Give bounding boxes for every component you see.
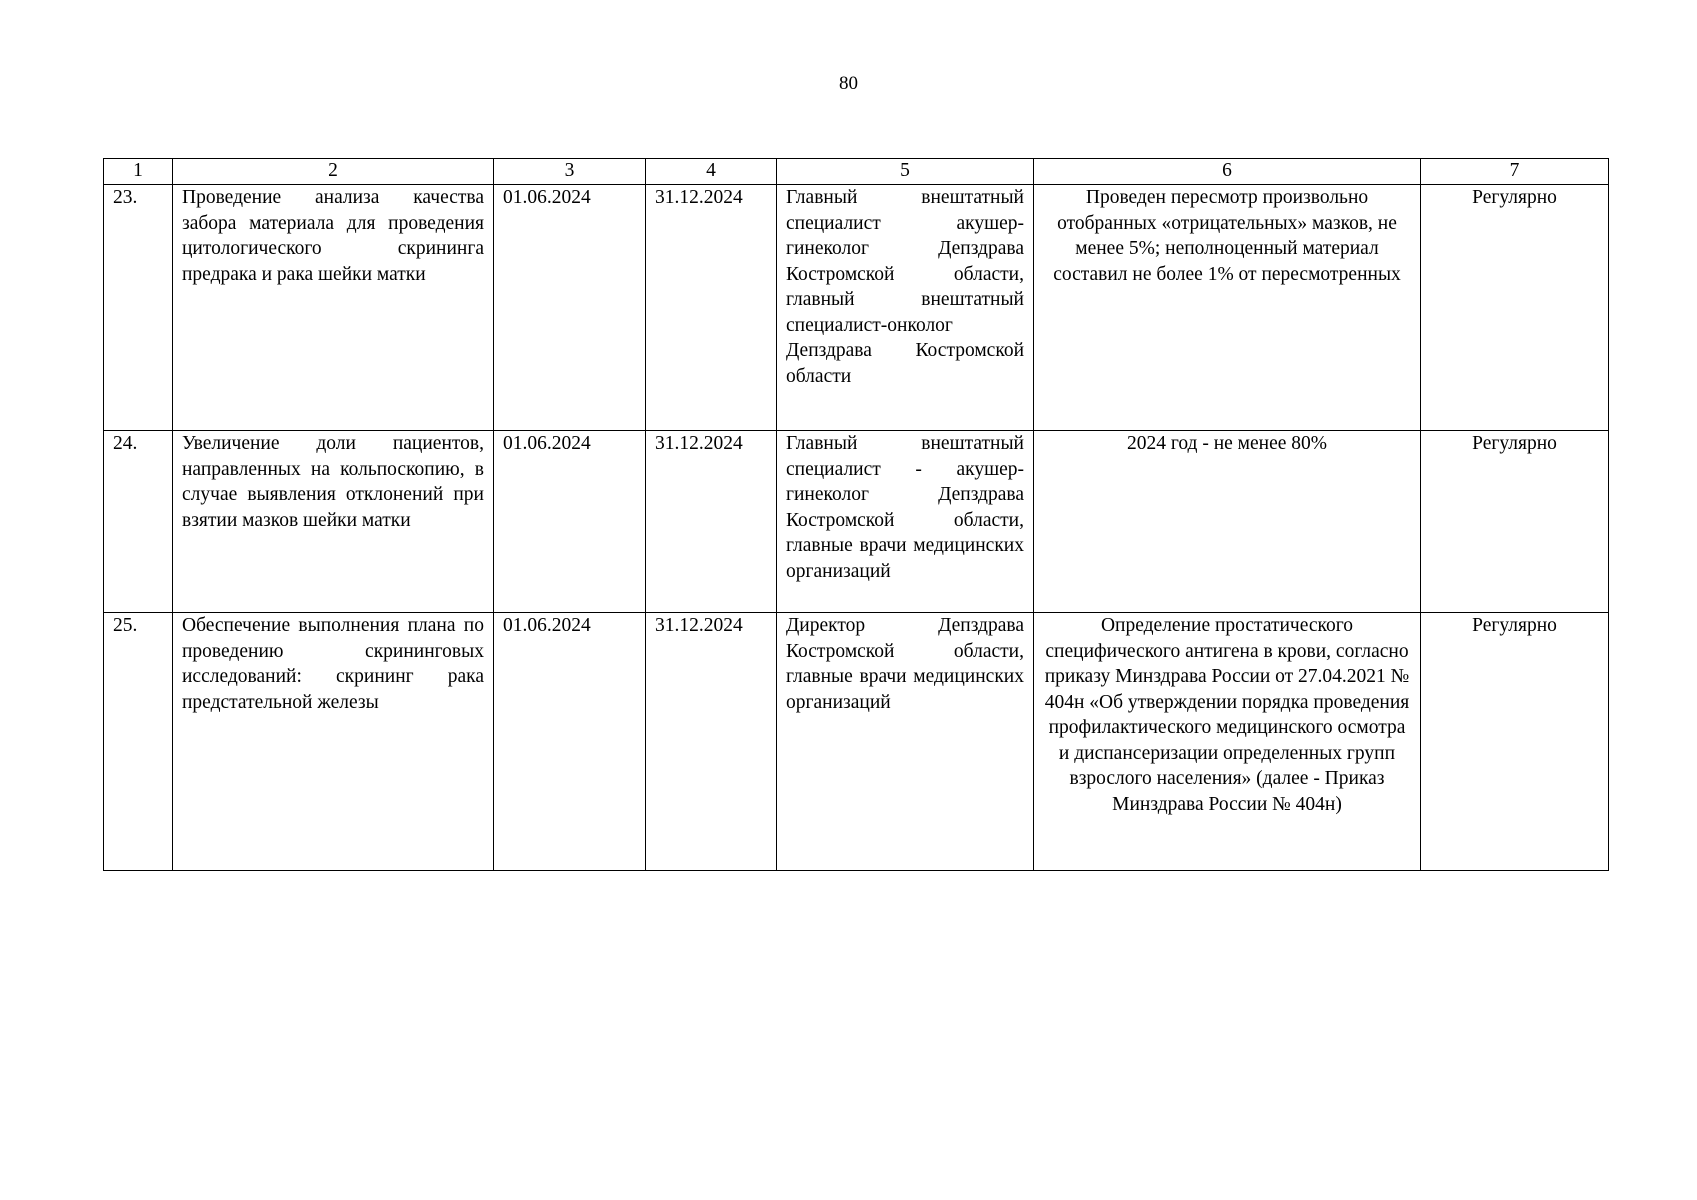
periodicity-cell: Регулярно: [1421, 185, 1609, 431]
periodicity-cell: Регулярно: [1421, 431, 1609, 613]
end-date-cell: 31.12.2024: [646, 431, 777, 613]
end-date-cell: 31.12.2024: [646, 613, 777, 871]
column-header: 5: [777, 159, 1034, 185]
periodicity-cell: Регулярно: [1421, 613, 1609, 871]
result-cell: Определение простатического специфического антигена в крови, согласно приказу Минздрава России от 27.04.2021 № 404н «Об утверждении порядка проведения профилактического медицинского осмотра и диспансеризации определенных групп взрослого населения» (далее - Приказ Минздрава России № 404н): [1034, 613, 1421, 871]
activity-cell: Обеспечение выполнения плана по проведению скрининговых исследований: скрининг рака предстательной железы: [173, 613, 494, 871]
row-number: 23.: [104, 185, 173, 431]
end-date-cell: 31.12.2024: [646, 185, 777, 431]
start-date-cell: 01.06.2024: [494, 431, 646, 613]
column-header: 4: [646, 159, 777, 185]
result-cell: Проведен пересмотр произвольно отобранных «отрицательных» мазков, не менее 5%; неполноценный материал составил не более 1% от пересмотренных: [1034, 185, 1421, 431]
start-date-cell: 01.06.2024: [494, 613, 646, 871]
plan-table: [103, 158, 1609, 871]
start-date-cell: 01.06.2024: [494, 185, 646, 431]
row-number: 24.: [104, 431, 173, 613]
column-header: 1: [104, 159, 173, 185]
row-number: 25.: [104, 613, 173, 871]
column-header: 3: [494, 159, 646, 185]
activity-cell: Увеличение доли пациентов, направленных на кольпоскопию, в случае выявления отклонений при взятии мазков шейки матки: [173, 431, 494, 613]
column-header: 6: [1034, 159, 1421, 185]
responsible-cell: Директор Депздрава Костромской области, главные врачи медицинских организаций: [777, 613, 1034, 871]
table-header-row: [104, 159, 1609, 185]
activity-cell: Проведение анализа качества забора материала для проведения цитологического скрининга предрака и рака шейки матки: [173, 185, 494, 431]
page-number: 80: [839, 73, 858, 94]
responsible-cell: Главный внештатный специалист - акушер-гинеколог Депздрава Костромской области, главные врачи медицинских организаций: [777, 431, 1034, 613]
table-row: [104, 431, 1609, 613]
responsible-cell: Главный внештатный специалист акушер-гинеколог Депздрава Костромской области, главный внештатный специалист-онколог Депздрава Костромской области: [777, 185, 1034, 431]
column-header: 7: [1421, 159, 1609, 185]
column-header: 2: [173, 159, 494, 185]
result-cell: 2024 год - не менее 80%: [1034, 431, 1421, 613]
table-row: [104, 613, 1609, 871]
table-row: [104, 185, 1609, 431]
